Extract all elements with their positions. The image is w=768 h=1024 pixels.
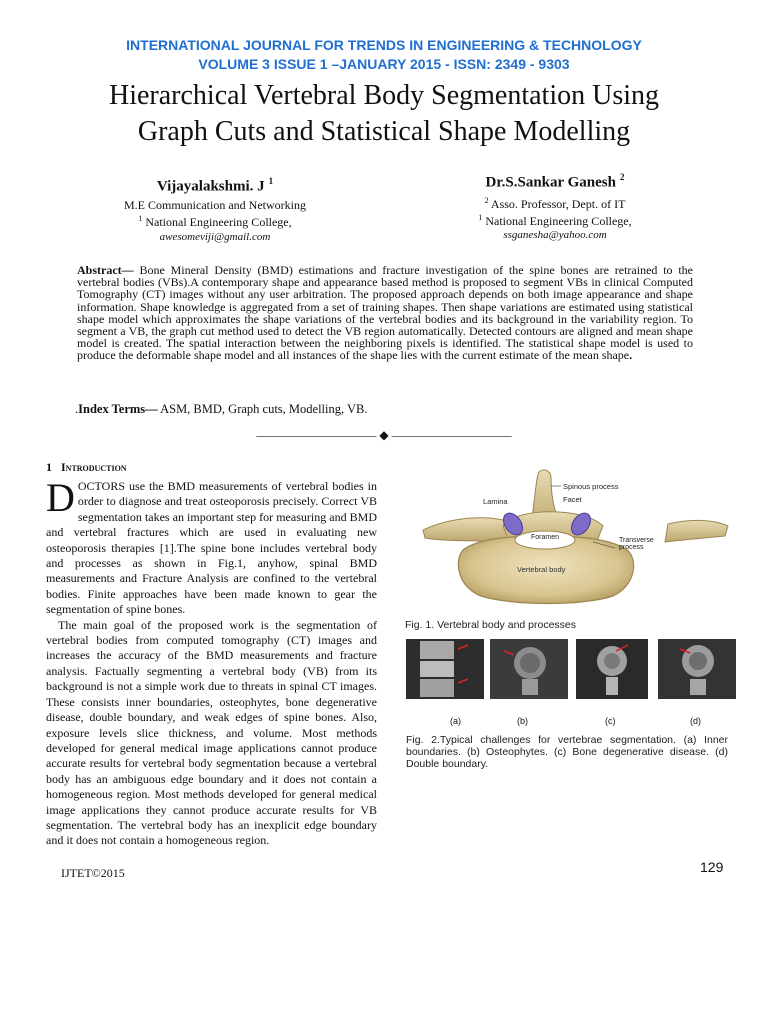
intro-paragraph-1: DOCTORS use the BMD measurements of vertebral bodies in order to diagnose and treat osteoporosis precisely. Correct VB segmentation takes an important step for measuring and BMD and vertebral fractures which are used in evaluating new osteoporosis therapies [1].The spine bone includes vertebral body and processes as shown in Fig.1, anyhow, spinal BMD measurements and Fracture Analysis are confined to the vertebral bodies. Finite approaches have been made known to gear the segmentation of spine bones. xyxy=(46,475,377,617)
journal-issue: VOLUME 3 ISSUE 1 –JANUARY 2015 - ISSN: 2349 - 9303 xyxy=(198,56,570,72)
ct-image-d xyxy=(658,639,736,699)
drop-cap: D xyxy=(46,475,75,520)
index-terms-text: ASM, BMD, Graph cuts, Modelling, VB. xyxy=(157,402,368,416)
paper-title-line2: Graph Cuts and Statistical Shape Modelling xyxy=(137,116,631,147)
ct-image-b xyxy=(490,639,568,699)
journal-name: INTERNATIONAL JOURNAL FOR TRENDS IN ENGINEERING & TECHNOLOGY xyxy=(126,37,642,53)
label-vertebral-body: Vertebral body xyxy=(517,565,566,574)
author-1-email: awesomeviji@gmail.com xyxy=(159,231,271,244)
author-1 xyxy=(110,176,320,243)
figure-1-image xyxy=(403,468,738,608)
section-divider: —————————— ◆ —————————— xyxy=(256,428,512,442)
author-1-sup: 1 xyxy=(268,176,274,186)
page-number: 129 xyxy=(700,859,724,875)
fig2-label-b: (b) xyxy=(517,716,528,726)
section-1-heading: 1 Introduction xyxy=(46,460,127,474)
fig2-label-a: (a) xyxy=(450,716,461,726)
fig2-label-d: (d) xyxy=(690,716,701,726)
index-terms-label: Index Terms— xyxy=(78,402,158,416)
label-spinous-process: Spinous process xyxy=(563,482,619,491)
intro-paragraph-2: The main goal of the proposed work is the segmentation of vertebral bodies from computed tomography (CT) images and increases the accuracy of the BMD measurements and fracture analysis. Factually segmenting a vertebral body (VB) from its background is not a simple work due to threats in spinal CT images. These consists inner boundaries, osteophytes, bone degenerative disease, double boundary, and weak edges of spine bones. Also, exposure levels slice thickness, and volume. Most methods developed for general medical image applications cannot produce accurate results for vertebral body segmentation because a vertebral body has an ambiguous edge boundary and it does not contain a homogeneous region. Most methods developed for general medical image applications they cannot produce accurate results for VB segmentation. The vertebral body has an inexplicit edge boundary and it does not contain a homogeneous region. xyxy=(46,617,377,848)
author-2-name: Dr.S.Sankar Ganesh xyxy=(485,174,616,191)
author-2-position: $^2$ Asso. Professor, Dept. of IT xyxy=(484,196,626,212)
figure-2-images xyxy=(406,639,738,701)
author-1-name: Vijayalakshmi. J xyxy=(156,178,265,195)
fig2-label-c: (c) xyxy=(605,716,616,726)
figure-1-caption: Fig. 1. Vertebral body and processes xyxy=(405,619,577,631)
figure-2-caption: Fig. 2.Typical challenges for vertebrae segmentation. (a) Inner boundaries. (b) Osteophytes. (c) Bone degenerative disease. (d) Double boundary. xyxy=(406,734,728,770)
author-2-college: $^1$ National Engineering College, xyxy=(478,213,632,229)
ct-image-c xyxy=(576,639,648,699)
author-2 xyxy=(460,172,650,241)
ct-image-a xyxy=(406,639,484,699)
paper-title-line1: Hierarchical Vertebral Body Segmentation Using xyxy=(109,80,659,111)
author-1-affiliation: M.E Communication and Networking xyxy=(124,198,306,213)
label-transverse: Transverse xyxy=(619,537,654,544)
author-2-sup: 2 xyxy=(619,172,625,182)
index-terms: .Index Terms— ASM, BMD, Graph cuts, Modelling, VB. xyxy=(75,402,368,416)
vertebra-illustration xyxy=(403,468,738,608)
label-foramen: Foramen xyxy=(531,534,560,541)
author-2-email: ssganesha@yahoo.com xyxy=(503,229,607,242)
introduction-body xyxy=(46,475,377,849)
label-process: process xyxy=(619,544,644,551)
footer-copyright: IJTET©2015 xyxy=(61,866,125,880)
abstract: Abstract— Bone Mineral Density (BMD) estimations and fracture investigation of the spine bones are retrained to the vertebral bodies (VBs).A contemporary shape and appearance based method is proposed to segment VBs in clinical Computed Tomography (CT) images without any user arbitration. The proposed approach depends on both image appearance and shape information. Shape knowledge is aggregated from a set of training shapes. Then shape variations are estimated using statistical shape model which approximates the shape variations of the vertebral bodies and its background in the variability region. To segment a VB, the graph cut method used to detect the VB region automatically. Detected contours are aligned and mean shape model is created. The spatial interaction between the neighboring pixels is identified. The statistical shape model is used to produce the deformable shape model and all instances of the shape lies with the current estimate of the mean shape. xyxy=(77,263,693,363)
abstract-text: Bone Mineral Density (BMD) estimations and fracture investigation of the spine bones are retrained to the vertebral bodies (VBs).A contemporary shape and appearance based method is proposed to segment VBs in clinical Computed Tomography (CT) images without any user arbitration. The proposed approach depends on both image appearance and shape information. Shape knowledge is aggregated from a set of training shapes. Then shape variations are estimated using statistical shape model which approximates the shape variations of the vertebral bodies and its background in the variability region. To segment a VB, the graph cut method used to detect the VB region automatically. Detected contours are aligned and mean shape model is created. The spatial interaction between the neighboring pixels is identified. The statistical shape model is used to produce the deformable shape model and all instances of the shape lies with the current estimate of the mean shape xyxy=(77,263,693,363)
abstract-label: Abstract— xyxy=(77,263,134,277)
label-lamina: Lamina xyxy=(483,497,508,506)
author-1-college: $^1$ National Engineering College, xyxy=(138,214,292,230)
label-facet: Facet xyxy=(563,495,582,504)
